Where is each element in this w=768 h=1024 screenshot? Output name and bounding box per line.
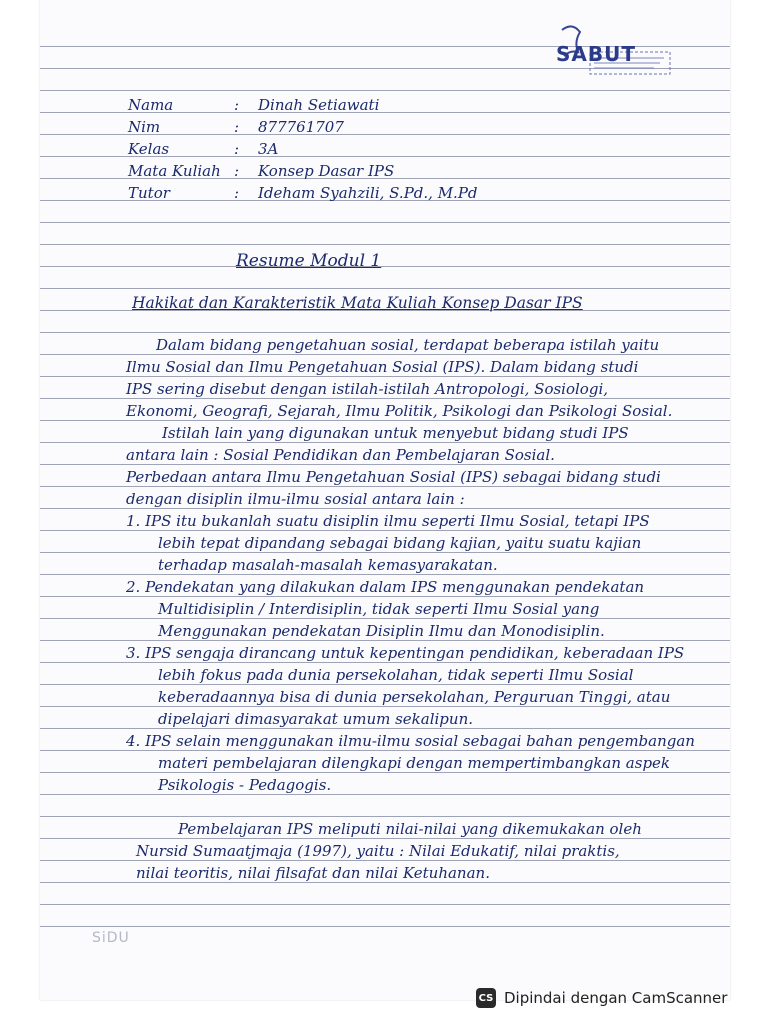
field-label: Tutor <box>128 184 170 202</box>
body-line: Ilmu Sosial dan Ilmu Pengetahuan Sosial (IPS). Dalam bidang studi <box>126 358 639 376</box>
ruled-line <box>40 640 730 641</box>
field-value: 3A <box>258 140 279 158</box>
ruled-line <box>40 838 730 839</box>
ruled-line <box>40 420 730 421</box>
ruled-line <box>40 816 730 817</box>
ruled-line <box>40 266 730 267</box>
field-value: Dinah Setiawati <box>258 96 380 114</box>
body-line: 2. Pendekatan yang dilakukan dalam IPS menggunakan pendekatan <box>126 578 645 596</box>
notebook-page <box>40 0 730 1000</box>
ruled-line <box>40 684 730 685</box>
body-line: lebih fokus pada dunia persekolahan, tidak seperti Ilmu Sosial <box>158 666 634 684</box>
ruled-line <box>40 442 730 443</box>
ruled-line <box>40 288 730 289</box>
body-line: Nursid Sumaatjmaja (1997), yaitu : Nilai Edukatif, nilai praktis, <box>136 842 620 860</box>
body-line: Psikologis - Pedagogis. <box>158 776 332 794</box>
body-line: Pembelajaran IPS meliputi nilai-nilai yang dikemukakan oleh <box>178 820 642 838</box>
body-line: Ekonomi, Geografi, Sejarah, Ilmu Politik, Psikologi dan Psikologi Sosial. <box>126 402 673 420</box>
camscanner-banner <box>476 980 754 1016</box>
body-line: 3. IPS sengaja dirancang untuk kepentingan pendidikan, keberadaan IPS <box>126 644 685 662</box>
field-separator: : <box>234 162 240 180</box>
body-line: dengan disiplin ilmu-ilmu sosial antara lain : <box>126 490 465 508</box>
body-line: 1. IPS itu bukanlah suatu disiplin ilmu seperti Ilmu Sosial, tetapi IPS <box>126 512 650 530</box>
body-line: keberadaannya bisa di dunia persekolahan, Perguruan Tinggi, atau <box>158 688 671 706</box>
ruled-line <box>40 90 730 91</box>
ruled-line <box>40 882 730 883</box>
ruled-line <box>40 376 730 377</box>
ruled-line <box>40 662 730 663</box>
field-separator: : <box>234 140 240 158</box>
body-line: Perbedaan antara Ilmu Pengetahuan Sosial (IPS) sebagai bidang studi <box>126 468 661 486</box>
body-line: 4. IPS selain menggunakan ilmu-ilmu sosial sebagai bahan pengembangan <box>126 732 695 750</box>
ruled-line <box>40 618 730 619</box>
field-value: Ideham Syahzili, S.Pd., M.Pd <box>258 184 478 202</box>
field-value: Konsep Dasar IPS <box>258 162 395 180</box>
ruled-line <box>40 926 730 927</box>
body-line: materi pembelajaran dilengkapi dengan mempertimbangkan aspek <box>158 754 671 772</box>
stamp <box>550 20 680 78</box>
ruled-line <box>40 464 730 465</box>
body-line: Dalam bidang pengetahuan sosial, terdapat beberapa istilah yaitu <box>156 336 660 354</box>
ruled-line <box>40 398 730 399</box>
ruled-line <box>40 552 730 553</box>
footer-mark: SiDU <box>92 930 130 946</box>
field-label: Nim <box>128 118 161 136</box>
field-value: 877761707 <box>258 118 344 136</box>
field-separator: : <box>234 118 240 136</box>
body-line: lebih tepat dipandang sebagai bidang kajian, yaitu suatu kajian <box>158 534 642 552</box>
field-separator: : <box>234 96 240 114</box>
body-line: IPS sering disebut dengan istilah-istilah Antropologi, Sosiologi, <box>126 380 609 398</box>
ruled-line <box>40 332 730 333</box>
field-label: Mata Kuliah <box>128 162 221 180</box>
ruled-line <box>40 750 730 751</box>
page-title: Resume Modul 1 <box>236 251 382 271</box>
ruled-line <box>40 706 730 707</box>
camscanner-text: Dipindai dengan CamScanner <box>504 989 728 1007</box>
ruled-line <box>40 508 730 509</box>
body-line: dipelajari dimasyarakat umum sekalipun. <box>158 710 473 728</box>
field-label: Kelas <box>128 140 170 158</box>
ruled-line <box>40 728 730 729</box>
body-line: terhadap masalah-masalah kemasyarakatan. <box>158 556 498 574</box>
body-line: Multidisiplin / Interdisiplin, tidak seperti Ilmu Sosial yang <box>158 600 600 618</box>
stamp-brand: SABUT <box>555 42 636 66</box>
ruled-line <box>40 904 730 905</box>
camscanner-logo-icon: CS <box>476 988 496 1008</box>
ruled-line <box>40 354 730 355</box>
field-separator: : <box>234 184 240 202</box>
ruled-line <box>40 486 730 487</box>
ruled-line <box>40 794 730 795</box>
ruled-line <box>40 596 730 597</box>
ruled-line <box>40 574 730 575</box>
body-line: Menggunakan pendekatan Disiplin Ilmu dan Monodisiplin. <box>158 622 605 640</box>
field-label: Nama <box>128 96 174 114</box>
page-subtitle: Hakikat dan Karakteristik Mata Kuliah Konsep Dasar IPS <box>132 294 583 312</box>
ruled-line <box>40 530 730 531</box>
ruled-line <box>40 244 730 245</box>
ruled-line <box>40 860 730 861</box>
ruled-line <box>40 772 730 773</box>
body-line: Istilah lain yang digunakan untuk menyebut bidang studi IPS <box>162 424 629 442</box>
body-line: antara lain : Sosial Pendidikan dan Pembelajaran Sosial. <box>126 446 555 464</box>
body-line: nilai teoritis, nilai filsafat dan nilai Ketuhanan. <box>136 864 490 882</box>
ruled-line <box>40 222 730 223</box>
